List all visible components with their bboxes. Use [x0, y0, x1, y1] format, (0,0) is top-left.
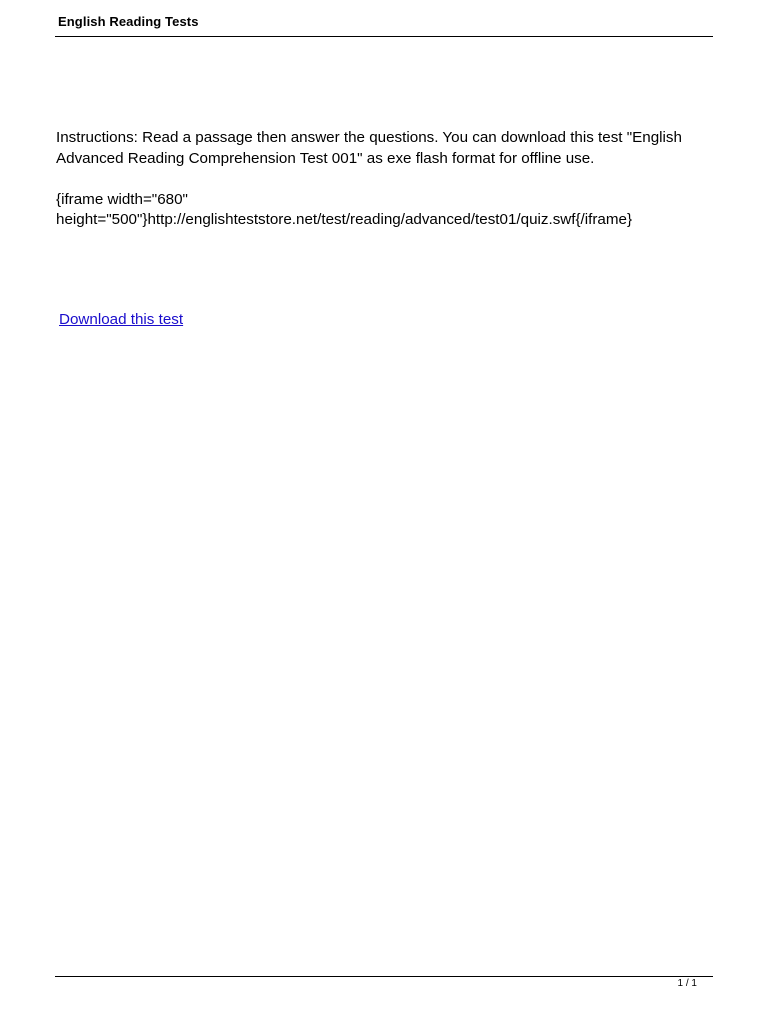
- iframe-code-line-1: {iframe width="680": [56, 191, 188, 208]
- header-divider: [55, 36, 713, 37]
- instructions-paragraph: Instructions: Read a passage then answer the questions. You can download this test "English Advanced Reading Comprehension Test 001" as exe flash format for offline use.: [56, 129, 682, 167]
- iframe-code-line-2: height="500"}http://englishteststore.net/test/reading/advanced/test01/quiz.swf{/iframe}: [56, 211, 633, 228]
- iframe-embed-code: [56, 190, 716, 230]
- page-number: 1 / 1: [677, 978, 697, 989]
- document-body: [56, 127, 716, 230]
- page-header-title: English Reading Tests: [58, 14, 199, 29]
- footer-divider: [55, 976, 713, 977]
- download-test-link[interactable]: Download this test: [59, 311, 184, 328]
